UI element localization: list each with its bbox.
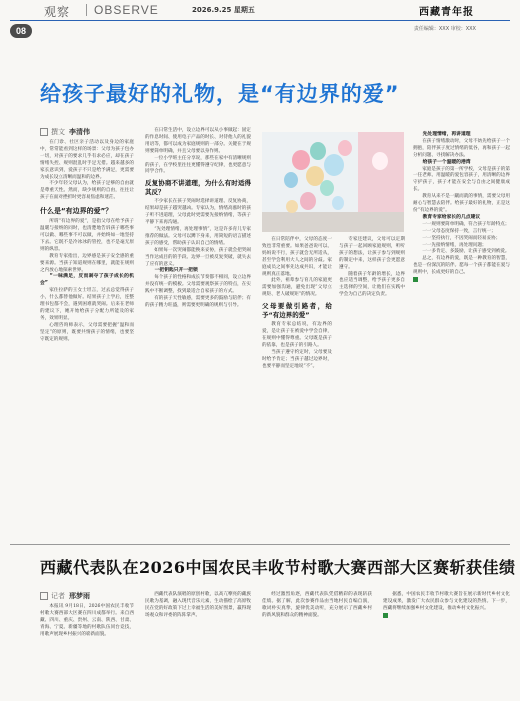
paragraph: 如果每一次哭闹都能换来妥协，孩子就会把哭闹当作达成目的的手段。边界一旦被反复突破，就失去了应有的意义。 xyxy=(145,247,251,267)
balloon-photo xyxy=(262,132,404,232)
author-name: 邢梦雨 xyxy=(69,592,90,600)
article-column-3 xyxy=(262,237,332,371)
bottom-column-4 xyxy=(383,592,510,621)
section-title: 什么是“有边界的爱”？ xyxy=(40,207,113,216)
paragraph: 据悉，中国农民丰收节村歌大赛旨在展示新时代乡村文化建设成果，激发广大农民群众参与文化建设的热情。下一步，西藏将继续加强乡村文化建设，推动乡村文化振兴。 xyxy=(383,592,510,611)
section-title: 反复协商不讲道理，为什么有时适得其反？ xyxy=(145,179,251,197)
balloon-icon xyxy=(284,172,298,188)
balloon-icon xyxy=(310,142,326,160)
callout-title: 教育专家给家长的几点建议 xyxy=(422,214,481,220)
article-column-4 xyxy=(339,237,405,299)
balloon-icon xyxy=(372,152,388,170)
end-mark-icon xyxy=(383,613,388,618)
paragraph: 在门诊、社区亲子活动以及身边的家庭中，常常能看到这样的场景：父母为孩子包办一切，对孩子的要求几乎有求必应，却在孩子情绪失控、规则混乱时手足无措。越来越多的家长意识到，爱孩子不只是给予满足，更需要为成长设立清晰而温和的边界。 xyxy=(40,140,134,180)
paragraph: 当孩子遵守约定时，父母要及时给予肯定；当孩子越过边界时，也要平静而坚定地说“不”。 xyxy=(262,349,332,369)
paragraph: 一位小学班主任分享说，那些在家中有清晰规则的孩子，在学校里往往更懂得遵守纪律，也更愿意与同学合作。 xyxy=(145,155,251,175)
page-number: 08 xyxy=(10,24,32,38)
page-header xyxy=(0,0,520,44)
byline: 撰文 李清伟 xyxy=(40,128,134,136)
paragraph: 此外，祖辈参与育儿的家庭更需要加强沟通，避免出现“父母立规矩、老人破规矩”的情况。 xyxy=(262,278,332,298)
paragraph: 心理咨询师表示，父母需要把握“温和而坚定”的原则，既要共情孩子的情绪，也要坚守既定的规则。 xyxy=(40,322,134,342)
article-column-1 xyxy=(40,128,134,343)
balloon-icon xyxy=(286,200,298,213)
main-headline: 给孩子最好的礼物，是“有边界的爱” xyxy=(40,82,400,106)
paragraph: 在日常陪伴中，父母的态度一致也非常重要。如果爸爸说可以、妈妈说不行，孩子就会无所适从，甚至学会利用大人之间的分歧。家庭成员之间事先达成共识，才能让规则真正落地。 xyxy=(262,237,332,277)
tip-item: 一一父母态度保持一致，言行统一； xyxy=(422,228,496,234)
end-mark-icon xyxy=(413,277,418,282)
balloon-icon xyxy=(292,150,310,170)
callout-title: 给孩子一个温暖的港湾 xyxy=(422,159,471,165)
paragraph: 随着孩子年龄的增长，边界也应适当调整，给予孩子更多自主选择的空间，让他们在实践中学会为自己的决定负责。 xyxy=(339,271,405,298)
byline: 记者 邢梦雨 xyxy=(40,592,134,600)
editor-line: 责任编辑：XXX 审校：XXX xyxy=(413,26,476,32)
paragraph: “先处理情绪，再处理事情”，这是许多育儿专家推荐的做法。父母可以蹲下身来，用简短的语言描述孩子的感受，帮助孩子认识自己的情绪。 xyxy=(145,226,251,246)
bottom-column-1 xyxy=(40,592,134,639)
tip-item: 一一坚持执行，不因哭闹而轻易妥协； xyxy=(422,235,501,241)
paragraph: 有的孩子天性敏感，需要更多的鼓励与陪伴；有的孩子精力旺盛，则需要更明确的规则与引导。 xyxy=(145,296,251,308)
balloon-icon xyxy=(300,192,316,210)
paragraph: 教育专家指出，边界感是孩子安全感的重要来源。当孩子知道规则在哪里，就能在规则之内放心地探索世界。 xyxy=(40,253,134,273)
paragraph: 教育从来不是一蹴而就的事情，需要父母用耐心与智慧去陪伴。给孩子最好的礼物，正是这份“有边界的爱”。 xyxy=(413,194,510,213)
paragraph: 每个孩子的性格和成长节奏都不相同，设立边界并没有统一的模板。父母需要观察孩子的特点，在实践中不断调整，找到最适合自家孩子的方式。 xyxy=(145,275,251,295)
paragraph: 所谓“有边界的爱”，是指父母在给予孩子温暖与接纳的同时，也清楚地告诉孩子哪些事可以做、哪些事不可以做，并始终如一地坚持下去。它既不是冷冰冰的管控，也不是毫无原则的纵容。 xyxy=(40,219,134,252)
balloon-icon xyxy=(320,180,334,196)
bottom-headline: 西藏代表队在2026中国农民丰收节村歌大赛西部大区赛斩获佳绩 xyxy=(40,558,516,577)
newspaper-logo: 西藏青年报 xyxy=(419,7,474,18)
quote-title: “一味满足，反而剥夺了孩子成长的机会” xyxy=(40,274,134,287)
issue-date: 2026.9.25 星期五 xyxy=(192,6,255,14)
paragraph: 家住拉萨的王女士坦言，过去总觉得孩子小，什么都替他做好。结果孩子上学后，连整理书包都不会，遇到困难就哭闹。后来在老师的建议下，她开始给孩子分配力所能及的家务，效果明显。 xyxy=(40,288,134,321)
section-title: 父母要做引路者，给予“有边界的爱” xyxy=(262,302,332,320)
byline-box-icon xyxy=(40,128,48,136)
callout-title: 一把钥匙只开一把锁 xyxy=(154,268,198,274)
header-rule xyxy=(10,20,510,21)
author-name: 李清伟 xyxy=(69,128,90,136)
balloon-icon xyxy=(332,196,344,210)
paragraph: 西藏代表队演唱的原创村歌，以高亢嘹亮的藏族民歌为基调，融入现代音乐元素，生动描绘了高原牧民在党的好政策下过上幸福生活的美好图景，赢得现场观众和评委的阵阵掌声。 xyxy=(145,592,251,618)
section-name-en: OBSERVE xyxy=(94,3,159,17)
paragraph: 在孩子情绪激动时，父母不妨先给孩子一个拥抱，陪伴孩子度过情绪的低谷，再和孩子一起分析问题、寻找解决办法。 xyxy=(413,138,510,158)
paragraph: 家庭是孩子的第一所学校，父母是孩子的第一任老师。用温暖的爱包容孩子，用清晰的边界守护孩子，孩子才能在安全与自由之间健康成长。 xyxy=(413,166,510,193)
paragraph: 在日常生活中，设立边界可以从小事做起：固定的作息时间、使用电子产品的时长、对待他人的礼貌用语等，都可以成为家庭规则的一部分。关键在于规则要简单明确，并且父母要以身作则。 xyxy=(145,128,251,154)
balloon-icon xyxy=(338,140,352,156)
article-column-2 xyxy=(145,128,251,310)
tip-item: 一一先接纳情绪，再处理问题； xyxy=(422,242,487,248)
section-name: 观察 xyxy=(44,5,71,19)
tip-item: 一一规则要简单明确，符合孩子年龄特点； xyxy=(422,221,510,227)
paragraph: 教育专家总结说，有边界的爱，是让孩子在被爱中学会自律，在规则中懂得尊重。父母既是孩子的依靠，也是孩子的引路人。 xyxy=(262,322,332,348)
paragraph: 经过激烈角逐，西藏代表队凭借精彩的表现斩获佳绩。据了解，此次参赛作品由当地村民自编自演，歌词朴实真挚，旋律优美动听，充分展示了西藏乡村的新风貌和群众的精神面貌。 xyxy=(262,592,372,618)
paragraph: 不少家长在孩子哭闹时选择讲道理、反复协商，结果却是孩子越哭越凶。专家认为，情绪高涨时的孩子听不进道理，父母此时更需要先接纳情绪，等孩子平静下来再沟通。 xyxy=(145,199,251,226)
callout-title: 先处理情绪，再讲道理 xyxy=(422,132,471,137)
byline-box-icon xyxy=(40,592,48,600)
section-divider xyxy=(86,4,87,16)
paragraph: 总之，有边界的爱，既是一种教育的智慧，也是一份深沉的陪伴。愿每一个孩子都能在爱与规则中，长成更好的自己。 xyxy=(413,256,510,276)
paragraph: 专家还建议，父母可以定期与孩子一起回顾家庭规则，听听孩子的想法，让孩子参与到规则的制定中来，这样孩子会更愿意遵守。 xyxy=(339,237,405,270)
tip-item: 一一多肯定、多鼓励，让孩子感受到被爱。 xyxy=(422,249,510,255)
paragraph: 本报讯 9月18日，2026中国农民丰收节村歌大赛西部大区赛在四川成都举行。来自西藏、四川、重庆、贵州、云南、陕西、甘肃、青海、宁夏、新疆等地的村歌队伍同台竞技，用歌声展现乡村振兴的崭新面貌。 xyxy=(40,604,134,637)
bottom-column-3 xyxy=(262,592,372,620)
section-divider-rule xyxy=(10,544,510,545)
article-column-5 xyxy=(413,132,510,285)
paragraph: 不少年轻父母认为，给孩子足够的自由就是尊重天性。然而，缺少规则的自由，往往让孩子在面对挫折时更容易焦虑和迷茫。 xyxy=(40,181,134,201)
bottom-column-2 xyxy=(145,592,251,620)
balloon-icon xyxy=(324,154,344,176)
